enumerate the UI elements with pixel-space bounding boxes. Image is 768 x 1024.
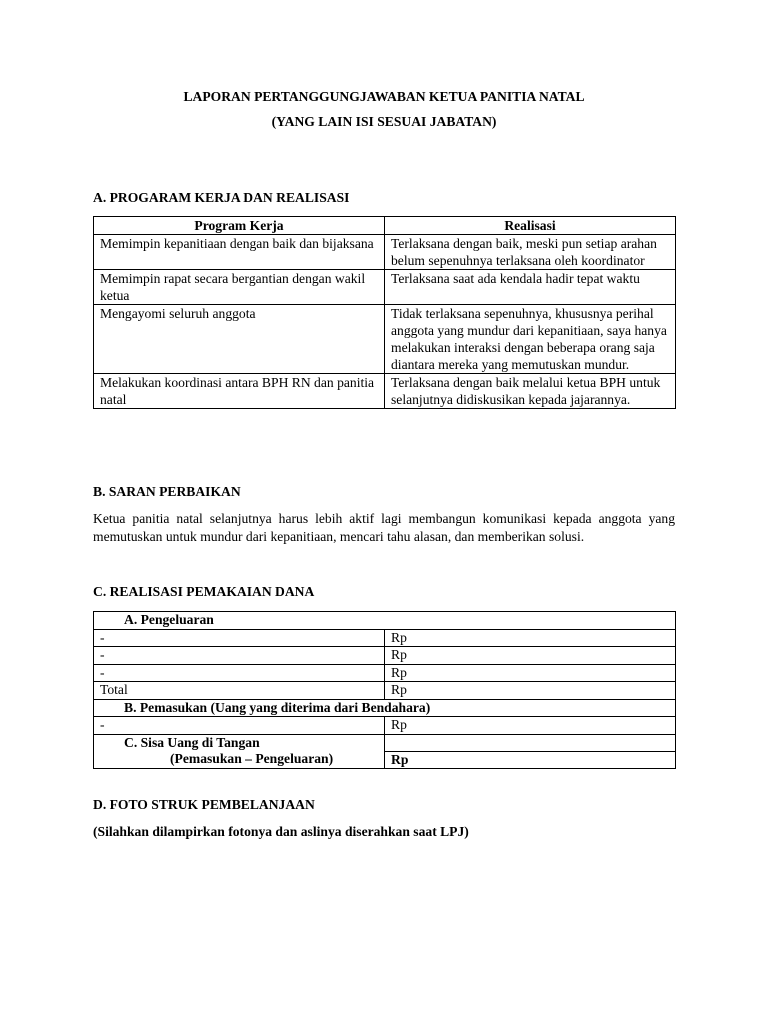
table-row [94, 270, 676, 305]
table-row [94, 305, 676, 374]
section-a-heading: A. PROGARAM KERJA DAN REALISASI [93, 190, 350, 205]
table-header-row [94, 217, 676, 235]
sisa-blank [385, 734, 676, 751]
program-cell: Memimpin kepanitiaan dengan baik dan bijaksana [94, 235, 385, 270]
income-item: - [94, 717, 385, 735]
pengeluaran-label: A. Pengeluaran [94, 612, 676, 630]
header-realisasi: Realisasi [385, 217, 676, 235]
expense-amount: Rp [385, 664, 676, 682]
realisasi-cell: Tidak terlaksana sepenuhnya, khususnya perihal anggota yang mundur dari kepanitiaan, saya hanya melakukan interaksi dengan beberapa orang saja diantara mereka yang memutuskan mundur. [385, 305, 676, 374]
realisasi-cell: Terlaksana saat ada kendala hadir tepat waktu [385, 270, 676, 305]
program-kerja-table [93, 216, 676, 409]
section-d-heading: D. FOTO STRUK PEMBELANJAAN [93, 797, 315, 812]
program-cell: Mengayomi seluruh anggota [94, 305, 385, 374]
section-b-heading: B. SARAN PERBAIKAN [93, 484, 241, 499]
table-row [94, 647, 676, 665]
total-label: Total [94, 682, 385, 700]
table-row [94, 235, 676, 270]
sisa-formula-row [94, 751, 676, 769]
program-cell: Melakukan koordinasi antara BPH RN dan panitia natal [94, 374, 385, 409]
table-row [94, 717, 676, 735]
pemasukan-header-row [94, 699, 676, 717]
header-program-kerja: Program Kerja [94, 217, 385, 235]
dana-table [93, 611, 676, 769]
sisa-formula: (Pemasukan – Pengeluaran) [94, 751, 385, 769]
document-subtitle: (YANG LAIN ISI SESUAI JABATAN) [271, 114, 497, 129]
sisa-row [94, 734, 676, 751]
document-title: LAPORAN PERTANGGUNGJAWABAN KETUA PANITIA NATAL [183, 89, 585, 104]
income-amount: Rp [385, 717, 676, 735]
table-row [94, 664, 676, 682]
program-cell: Memimpin rapat secara bergantian dengan wakil ketua [94, 270, 385, 305]
expense-amount: Rp [385, 629, 676, 647]
sisa-label: C. Sisa Uang di Tangan [94, 734, 385, 751]
expense-item: - [94, 664, 385, 682]
pengeluaran-header-row [94, 612, 676, 630]
realisasi-cell: Terlaksana dengan baik, meski pun setiap arahan belum sepenuhnya terlaksana oleh koordinator [385, 235, 676, 270]
expense-item: - [94, 647, 385, 665]
saran-paragraph: Ketua panitia natal selanjutnya harus lebih aktif lagi membangun komunikasi kepada anggota yang memutuskan untuk mundur dari kepanitiaan, mencari tahu alasan, dan memberikan solusi. [93, 511, 675, 544]
total-amount: Rp [385, 682, 676, 700]
total-row [94, 682, 676, 700]
pemasukan-label: B. Pemasukan (Uang yang diterima dari Bendahara) [94, 699, 676, 717]
expense-amount: Rp [385, 647, 676, 665]
struk-note: (Silahkan dilampirkan fotonya dan aslinya diserahkan saat LPJ) [93, 824, 469, 839]
table-row [94, 374, 676, 409]
table-row [94, 629, 676, 647]
realisasi-cell: Terlaksana dengan baik melalui ketua BPH untuk selanjutnya didiskusikan kepada jajarannya. [385, 374, 676, 409]
sisa-amount: Rp [385, 751, 676, 769]
expense-item: - [94, 629, 385, 647]
section-c-heading: C. REALISASI PEMAKAIAN DANA [93, 584, 315, 599]
